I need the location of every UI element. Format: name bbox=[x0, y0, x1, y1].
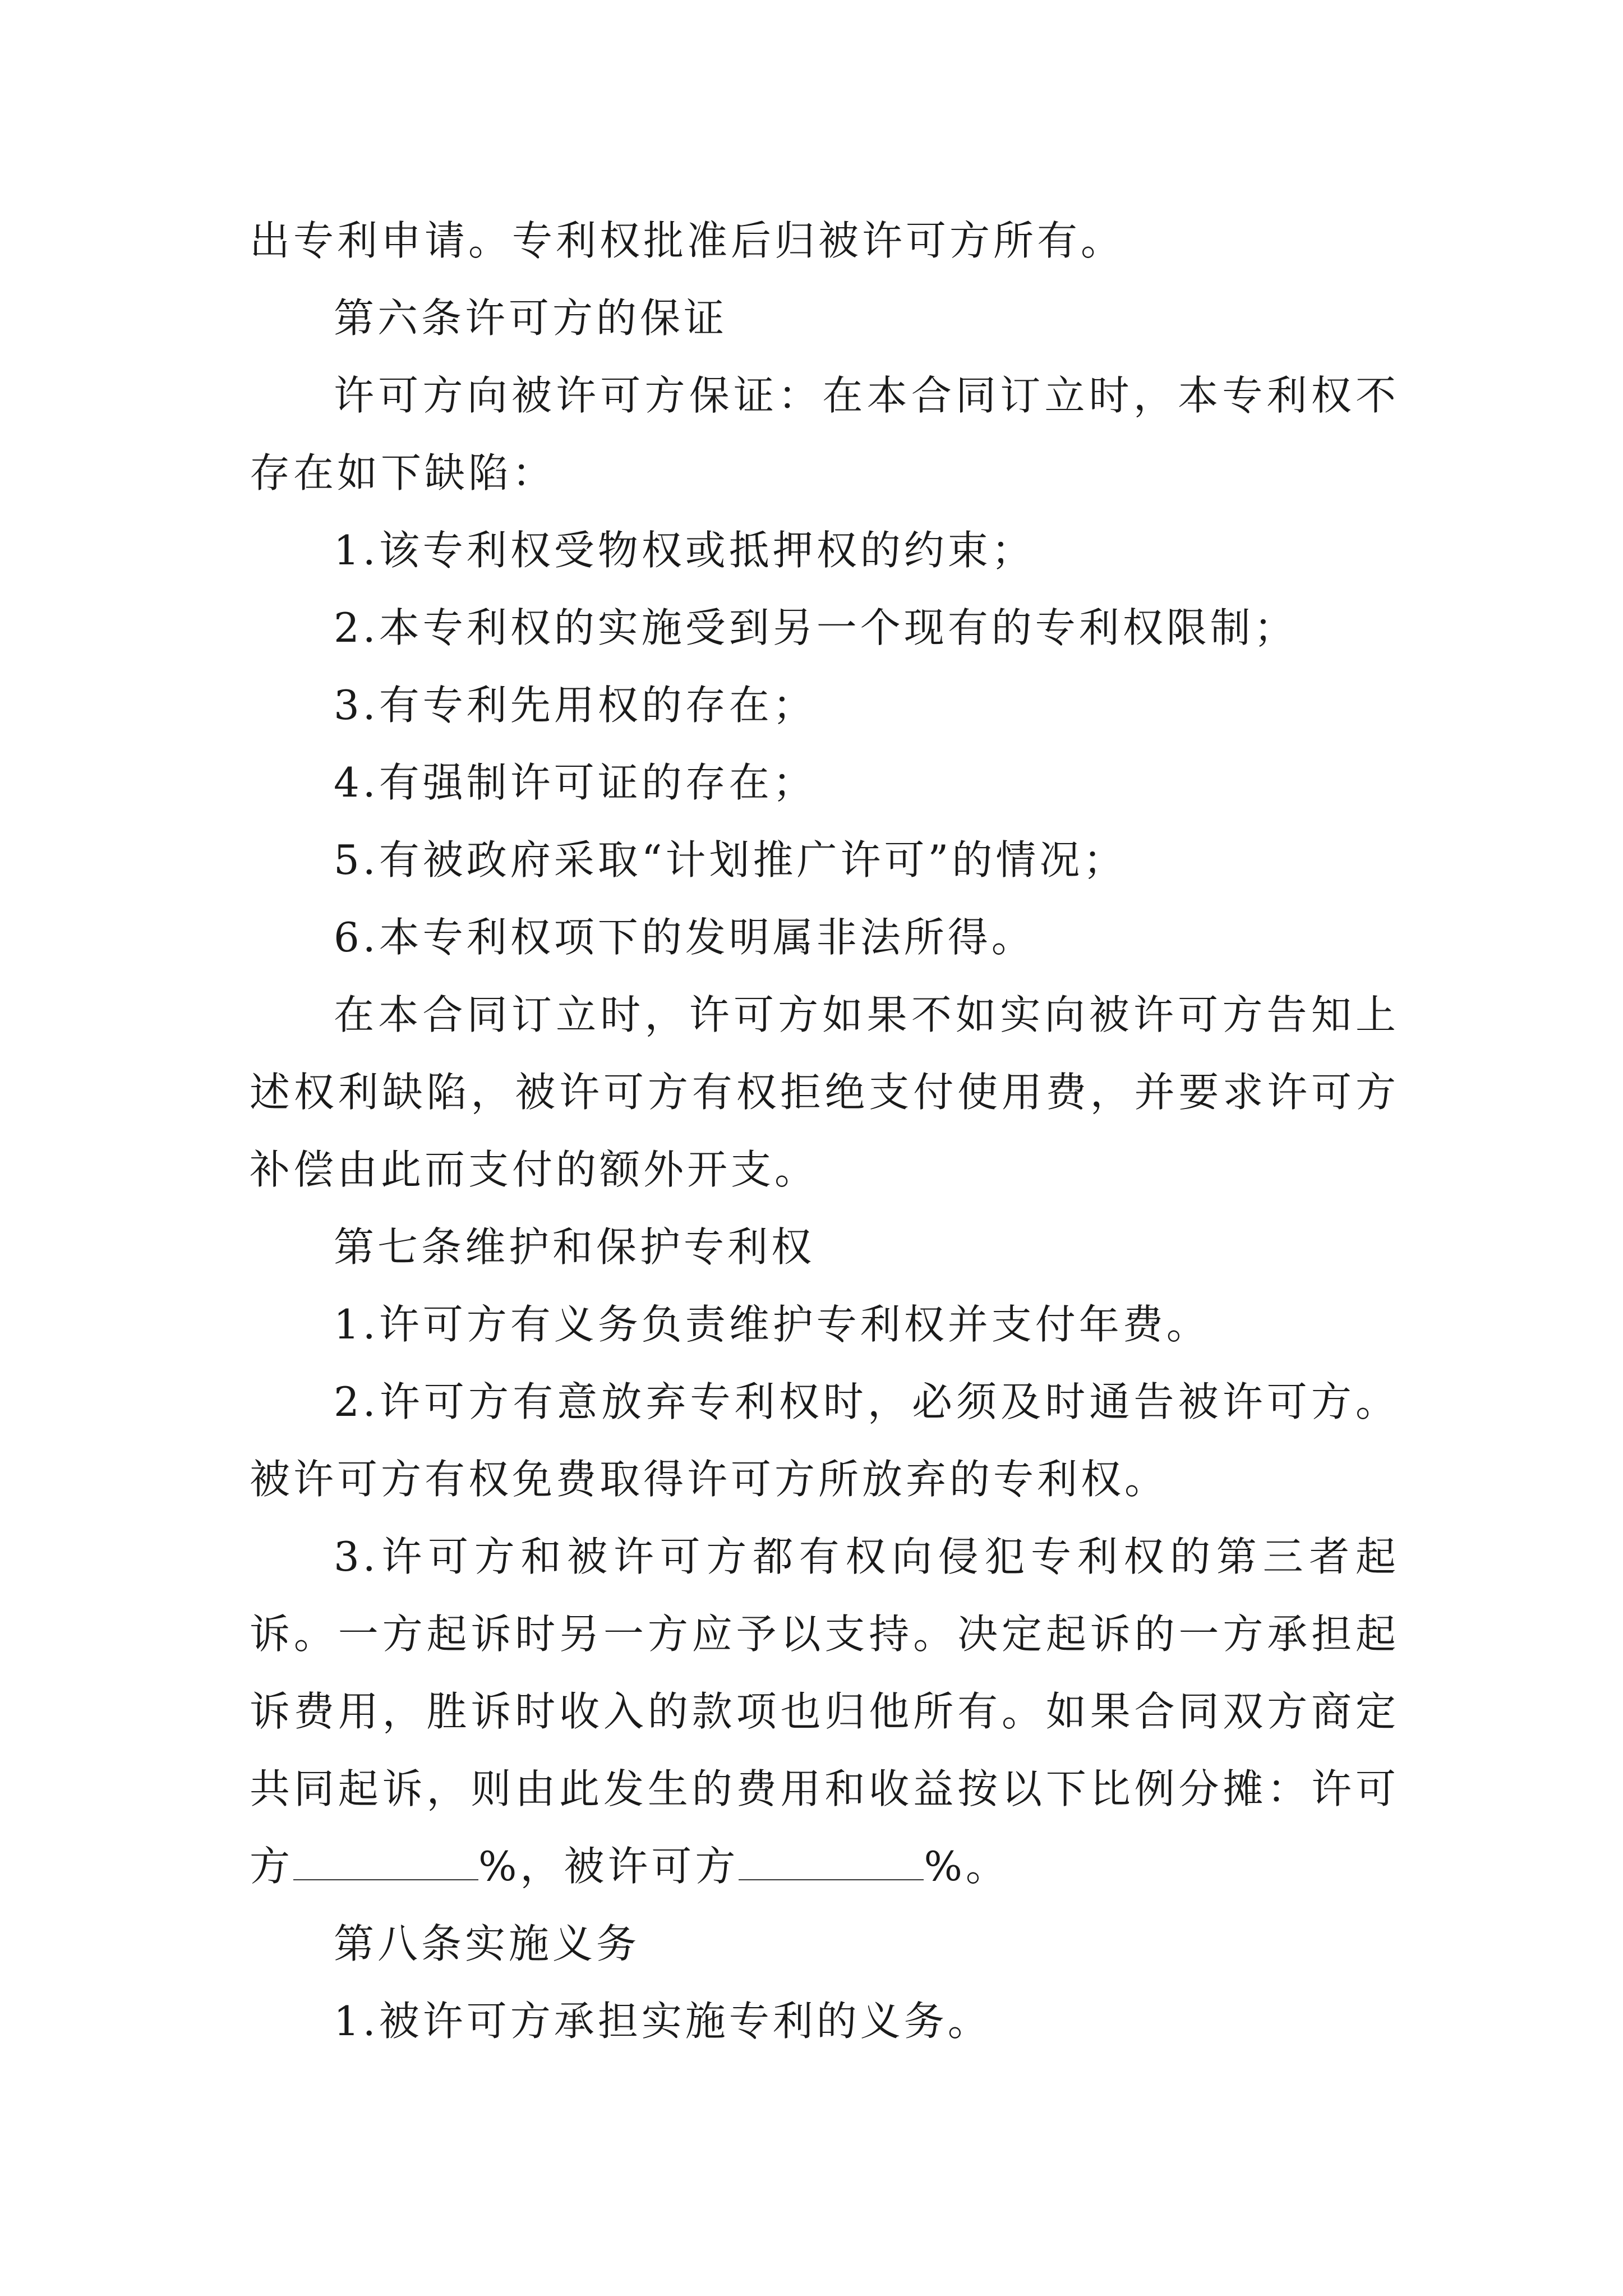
list-item-text: %，被许可方 bbox=[478, 1843, 739, 1890]
list-item: 1.许可方有义务负责维护专利权并支付年费。 bbox=[334, 1301, 1210, 1348]
fill-in-blank-licensee-percent[interactable] bbox=[739, 1846, 924, 1880]
paragraph: 在本合同订立时，许可方如果不如实向被许可方告知上述权利缺陷，被许可方有权拒绝支付使用费，并要求许可方补偿由此而支付的额外开支。 bbox=[250, 991, 1399, 1193]
list-item: 4.有强制许可证的存在； bbox=[334, 759, 817, 806]
list-item: 5.有被政府采取“计划推广许可”的情况； bbox=[334, 836, 1127, 884]
list-item-text: 3.许可方和被许可方都有权向侵犯专利权的第三者起诉。一方起诉时另一方应予以支持。决定起诉的一方承担起诉费用，胜诉时收入的款项也归他所有。如果合同双方商定共同起诉，则由此发生的费用和收益按以下比例分摊：许可方 bbox=[250, 1533, 1399, 1890]
list-item-text: %。 bbox=[924, 1843, 1009, 1890]
list-item-with-blanks bbox=[250, 1518, 1399, 1905]
fill-in-blank-licensor-percent[interactable] bbox=[293, 1846, 478, 1880]
list-item: 3.有专利先用权的存在； bbox=[334, 682, 817, 729]
list-item: 1.该专利权受物权或抵押权的约束； bbox=[334, 527, 1035, 574]
list-item: 2.许可方有意放弃专利权时，必须及时通告被许可方。被许可方有权免费取得许可方所放弃的专利权。 bbox=[250, 1378, 1399, 1503]
paragraph: 许可方向被许可方保证：在本合同订立时，本专利权不存在如下缺陷： bbox=[250, 372, 1399, 496]
list-item: 2.本专利权的实施受到另一个现有的专利权限制； bbox=[334, 604, 1298, 651]
list-item: 6.本专利权项下的发明属非法所得。 bbox=[334, 914, 1035, 961]
paragraph: 出专利申请。专利权批准后归被许可方所有。 bbox=[250, 217, 1125, 264]
section-heading-6: 第六条许可方的保证 bbox=[334, 295, 728, 342]
section-heading-7: 第七条维护和保护专利权 bbox=[334, 1223, 815, 1271]
list-item: 1.被许可方承担实施专利的义务。 bbox=[334, 1998, 992, 2045]
section-heading-8: 第八条实施义务 bbox=[334, 1920, 640, 1967]
document-body bbox=[250, 202, 1399, 2060]
